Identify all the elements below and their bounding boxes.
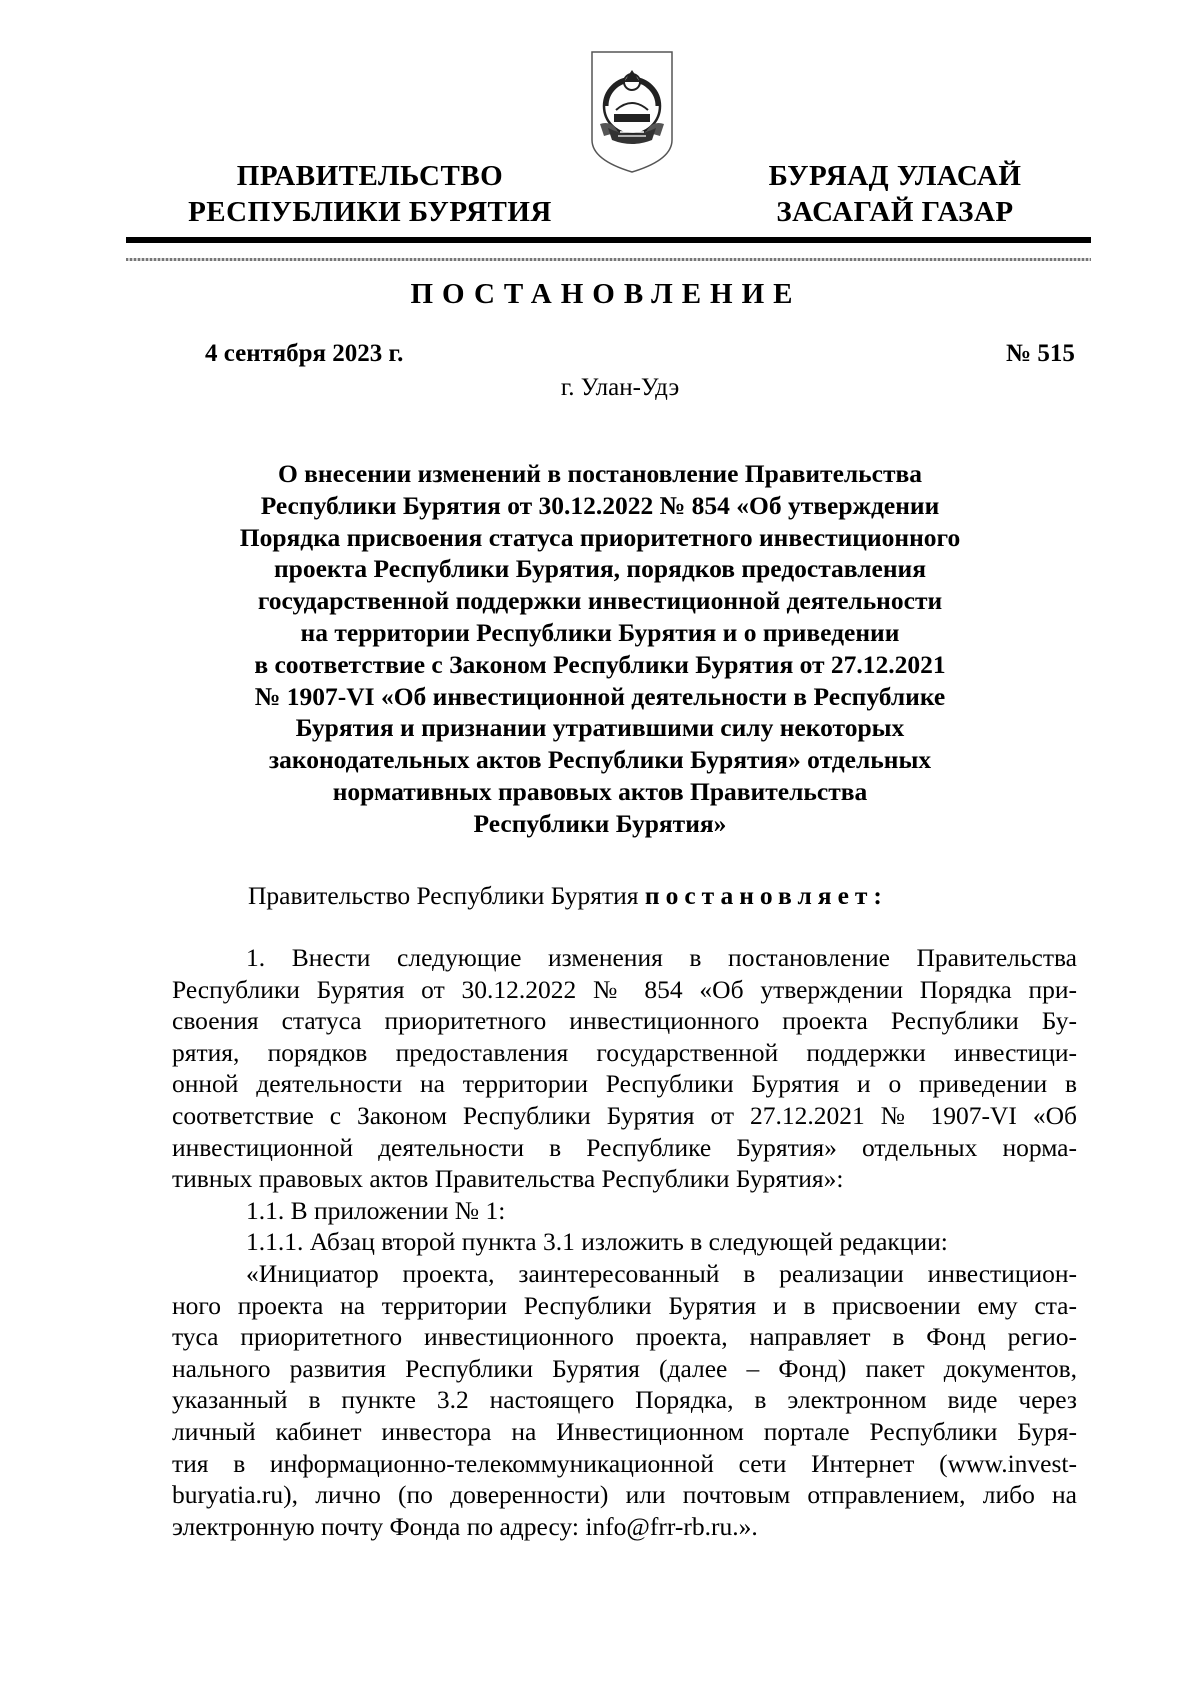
org-name-russian xyxy=(170,158,570,230)
title-line: Бурятия и признании утратившими силу некоторых xyxy=(295,713,905,743)
org-left-line-1: ПРАВИТЕЛЬСТВО xyxy=(236,160,504,192)
body-line: 1.1.1. Абзац второй пункта 3.1 изложить в следующей редакции: xyxy=(246,1227,948,1257)
document-type: ПОСТАНОВЛЕНИЕ xyxy=(410,278,802,310)
body-line: электронную почту Фонда по адресу: info@frr-rb.ru.». xyxy=(172,1511,758,1541)
title-line: в соответствие с Законом Республики Бурятия от 27.12.2021 xyxy=(254,649,946,679)
body-line: Республики Бурятия от 30.12.2022 № 854 «Об утверждении Порядка при- xyxy=(172,974,1077,1004)
title-line: Порядка присвоения статуса приоритетного инвестиционного xyxy=(239,522,961,552)
decree-verb: постановляет: xyxy=(644,881,888,910)
body-line: 1.1. В приложении № 1: xyxy=(246,1195,506,1225)
body-line: онной деятельности на территории Республики Бурятия и о приведении в xyxy=(172,1069,1077,1099)
document-body xyxy=(172,942,1077,1542)
body-line: тивных правовых актов Правительства Республики Бурятия»: xyxy=(172,1164,844,1194)
document-number: № 515 xyxy=(1006,340,1075,367)
org-name-buryat xyxy=(750,158,1040,230)
title-line: Республики Бурятия» xyxy=(473,808,727,838)
org-right-line-1: БУРЯАД УЛАСАЙ xyxy=(768,160,1022,192)
document-title xyxy=(160,458,1040,840)
org-right-line-2: ЗАСАГАЙ ГАЗАР xyxy=(776,196,1014,228)
body-line: рятия, порядков предоставления государственной поддержки инвестици- xyxy=(172,1037,1077,1067)
title-line: О внесении изменений в постановление Правительства xyxy=(277,459,923,488)
title-line: законодательных актов Республики Бурятия» отдельных xyxy=(268,745,932,775)
body-line: ного проекта на территории Республики Бурятия и в присвоении ему ста- xyxy=(172,1290,1077,1320)
org-left-line-2: РЕСПУБЛИКИ БУРЯТИЯ xyxy=(188,196,552,228)
title-line: государственной поддержки инвестиционной деятельности xyxy=(257,586,943,616)
decree-statement xyxy=(248,880,888,912)
title-line: нормативных правовых актов Правительства xyxy=(332,776,868,806)
document-city: г. Улан-Удэ xyxy=(560,374,680,401)
body-line: туса приоритетного инвестиционного проекта, направляет в Фонд регио- xyxy=(172,1322,1077,1352)
title-line: Республики Бурятия от 30.12.2022 № 854 «Об утверждении xyxy=(260,490,940,520)
body-line: тия в информационно-телекоммуникационной сети Интернет (www.invest- xyxy=(172,1448,1077,1478)
coat-of-arms-icon xyxy=(588,48,676,176)
body-line: соответствие с Законом Республики Бурятия от 27.12.2021 № 1907-VI «Об xyxy=(172,1100,1077,1130)
body-line: нального развития Республики Бурятия (далее – Фонд) пакет документов, xyxy=(172,1353,1077,1383)
body-line: 1. Внести следующие изменения в постановление Правительства xyxy=(246,943,1077,972)
decree-lead: Правительство Республики Бурятия xyxy=(248,881,645,910)
body-line: своения статуса приоритетного инвестиционного проекта Республики Бу- xyxy=(172,1006,1077,1036)
title-line: № 1907-VI «Об инвестиционной деятельности в Республике xyxy=(254,681,946,711)
body-line: указанный в пункте 3.2 настоящего Порядка, в электронном виде через xyxy=(172,1385,1077,1415)
body-line: buryatia.ru), лично (по доверенности) или почтовым отправлением, либо на xyxy=(172,1480,1077,1510)
header-divider-thin xyxy=(126,258,1091,261)
body-line: инвестиционной деятельности в Республике Бурятия» отдельных норма- xyxy=(172,1132,1077,1162)
body-line: личный кабинет инвестора на Инвестиционном портале Республики Буря- xyxy=(172,1416,1077,1446)
document-date: 4 сентября 2023 г. xyxy=(205,340,404,367)
header-divider-thick xyxy=(126,237,1091,243)
title-line: проекта Республики Бурятия, порядков предоставления xyxy=(273,554,927,584)
body-line: «Инициатор проекта, заинтересованный в реализации инвестицион- xyxy=(246,1258,1077,1288)
title-line: на территории Республики Бурятия и о приведении xyxy=(300,617,900,647)
